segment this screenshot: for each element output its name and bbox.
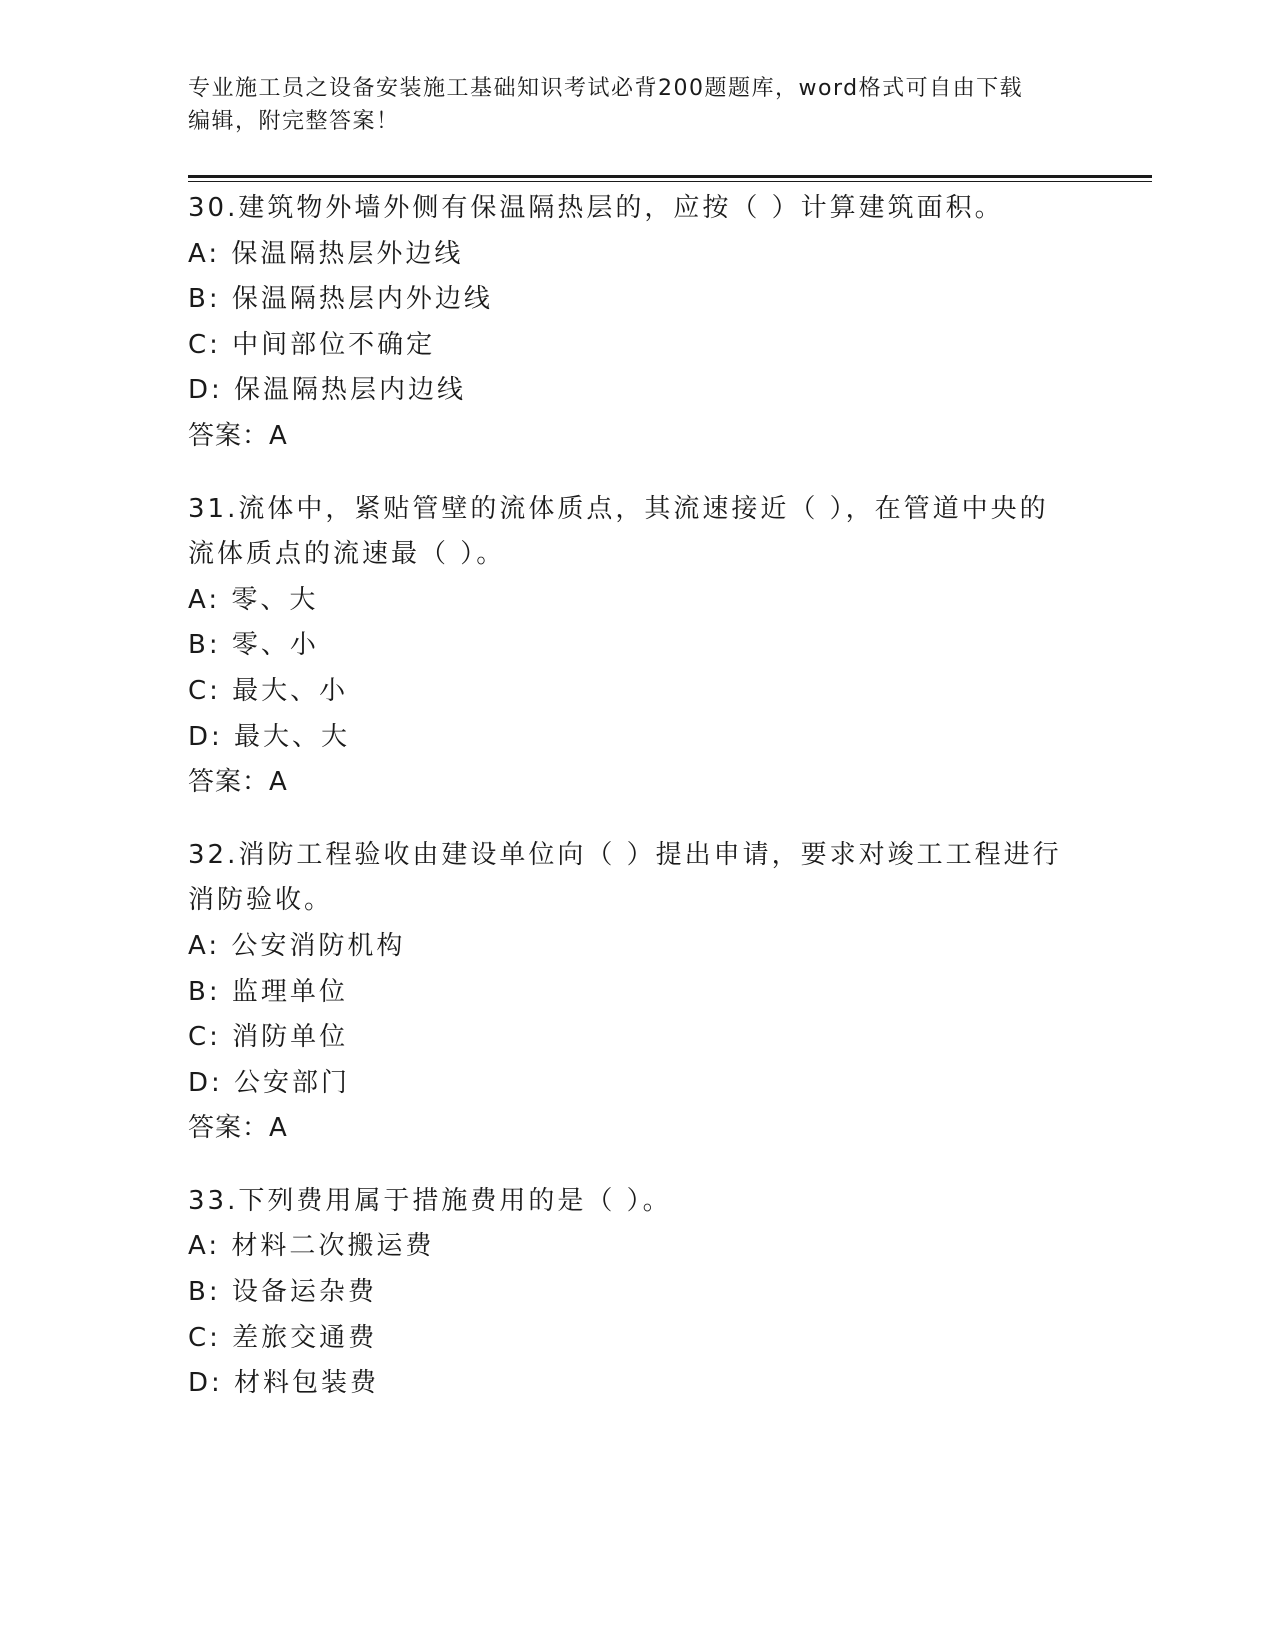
question-stem: 32.消防工程验收由建设单位向（ ）提出申请，要求对竣工工程进行消防验收。 <box>188 839 1062 916</box>
header-divider-thick <box>188 175 1152 178</box>
answer-label: 答案：A <box>188 1113 288 1144</box>
option-b: B: 保温隔热层内外边线 <box>188 284 493 315</box>
answer-label: 答案：A <box>188 767 288 798</box>
option-a: A: 材料二次搬运费 <box>188 1231 435 1262</box>
option-c: C: 差旅交通费 <box>188 1322 378 1353</box>
option-b: B: 零、小 <box>188 630 319 661</box>
option-b: B: 设备运杂费 <box>188 1277 377 1308</box>
question-30 <box>188 186 1068 460</box>
option-c: C: 最大、小 <box>188 675 349 706</box>
option-c: C: 中间部位不确定 <box>188 329 436 360</box>
header-line-1: 专业施工员之设备安装施工基础知识考试必背200题题库，word格式可自由下载 <box>188 76 1024 101</box>
question-stem: 33.下列费用属于措施费用的是（ ）。 <box>188 1185 672 1216</box>
option-d: D: 公安部门 <box>188 1067 351 1098</box>
question-list <box>188 186 1068 1434</box>
question-31 <box>188 487 1068 806</box>
option-c: C: 消防单位 <box>188 1022 349 1053</box>
option-d: D: 保温隔热层内边线 <box>188 375 467 406</box>
answer-label: 答案：A <box>188 420 288 451</box>
header-divider-thin <box>188 181 1152 182</box>
option-a: A: 零、大 <box>188 584 319 615</box>
document-header <box>188 72 1088 138</box>
option-a: A: 公安消防机构 <box>188 930 406 961</box>
header-line-2: 编辑，附完整答案！ <box>188 109 400 134</box>
option-b: B: 监理单位 <box>188 976 348 1007</box>
option-a: A: 保温隔热层外边线 <box>188 238 464 269</box>
option-d: D: 材料包装费 <box>188 1368 380 1399</box>
question-32 <box>188 833 1068 1152</box>
question-33 <box>188 1179 1068 1407</box>
question-stem: 31.流体中，紧贴管壁的流体质点，其流速接近（ ），在管道中央的流体质点的流速最（ ）。 <box>188 493 1049 570</box>
question-stem: 30.建筑物外墙外侧有保温隔热层的，应按（ ）计算建筑面积。 <box>188 193 1004 223</box>
option-d: D: 最大、大 <box>188 721 351 752</box>
